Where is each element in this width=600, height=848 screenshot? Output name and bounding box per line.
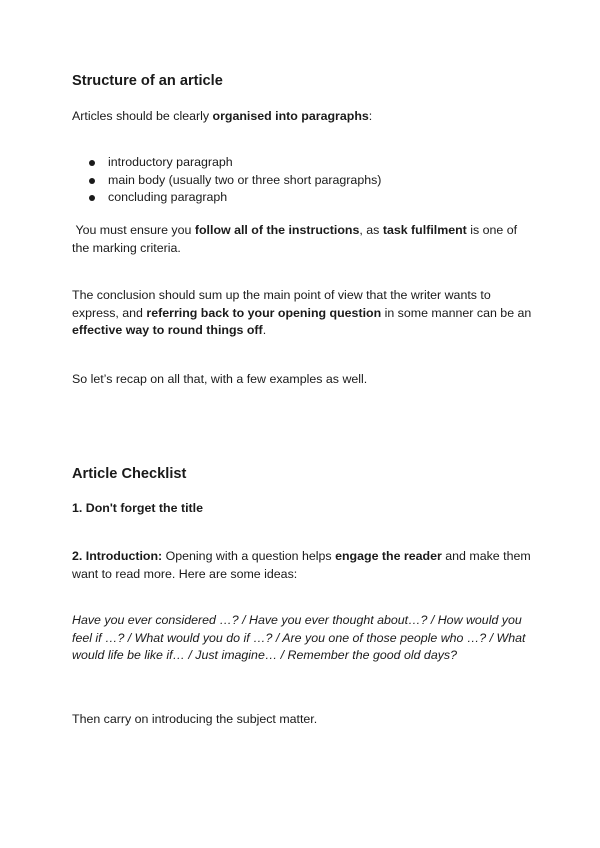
conclusion-text-2: in some manner can be an <box>381 305 532 320</box>
list-item-text: introductory paragraph <box>108 155 233 169</box>
list-item-text: main body (usually two or three short paragraphs) <box>108 172 382 187</box>
section-title-checklist: Article Checklist <box>72 466 187 482</box>
section-title-structure: Structure of an article <box>72 73 223 89</box>
conclusion-bold-1: referring back to your opening question <box>146 305 382 320</box>
conclusion-paragraph <box>72 287 532 340</box>
list-item <box>88 189 381 207</box>
bullet-icon <box>89 178 95 184</box>
checklist-item-introduction <box>72 548 532 583</box>
instructions-text: You must ensure you <box>72 223 195 237</box>
followup-paragraph: Then carry on introducing the subject matter. <box>72 712 318 726</box>
conclusion-text-3: . <box>262 323 267 337</box>
conclusion-text: The conclusion should sum up the main point of view that the writer wants to express, and <box>72 288 491 320</box>
intro-colon: : <box>368 109 373 123</box>
introduction-label: 2. Introduction: <box>72 549 163 563</box>
instructions-bold-2: task fulfilment <box>382 223 467 237</box>
instructions-text-2: , as <box>359 223 383 237</box>
bullet-icon <box>89 160 95 166</box>
intro-text: Articles should be clearly <box>72 109 213 123</box>
paragraph-list <box>88 154 381 207</box>
intro-paragraph <box>72 108 532 126</box>
list-item <box>88 154 381 172</box>
instructions-text-3: is one of the marking criteria. <box>72 223 521 255</box>
bullet-icon <box>89 195 95 201</box>
introduction-text-2: and make them want to read more. Here are some ideas: <box>72 549 531 581</box>
list-item <box>88 172 381 190</box>
example-questions: Have you ever considered …? / Have you ever thought about…? / How would you feel if …? / What would you do if …? / Are you one of those people who …? / What would life be like if… / Just imagine… / Remember the good old days? <box>72 613 526 662</box>
introduction-text: Opening with a question helps <box>162 549 336 563</box>
conclusion-bold-2: effective way to round things off <box>72 323 263 337</box>
instructions-bold-1: follow all of the instructions <box>194 223 360 237</box>
introduction-bold: engage the reader <box>335 549 442 563</box>
intro-bold: organised into paragraphs <box>212 109 369 123</box>
checklist-item-title: 1. Don't forget the title <box>72 501 203 515</box>
recap-paragraph: So let’s recap on all that, with a few examples as well. <box>72 372 368 386</box>
list-item-text: concluding paragraph <box>108 190 228 204</box>
instructions-paragraph <box>72 222 532 257</box>
